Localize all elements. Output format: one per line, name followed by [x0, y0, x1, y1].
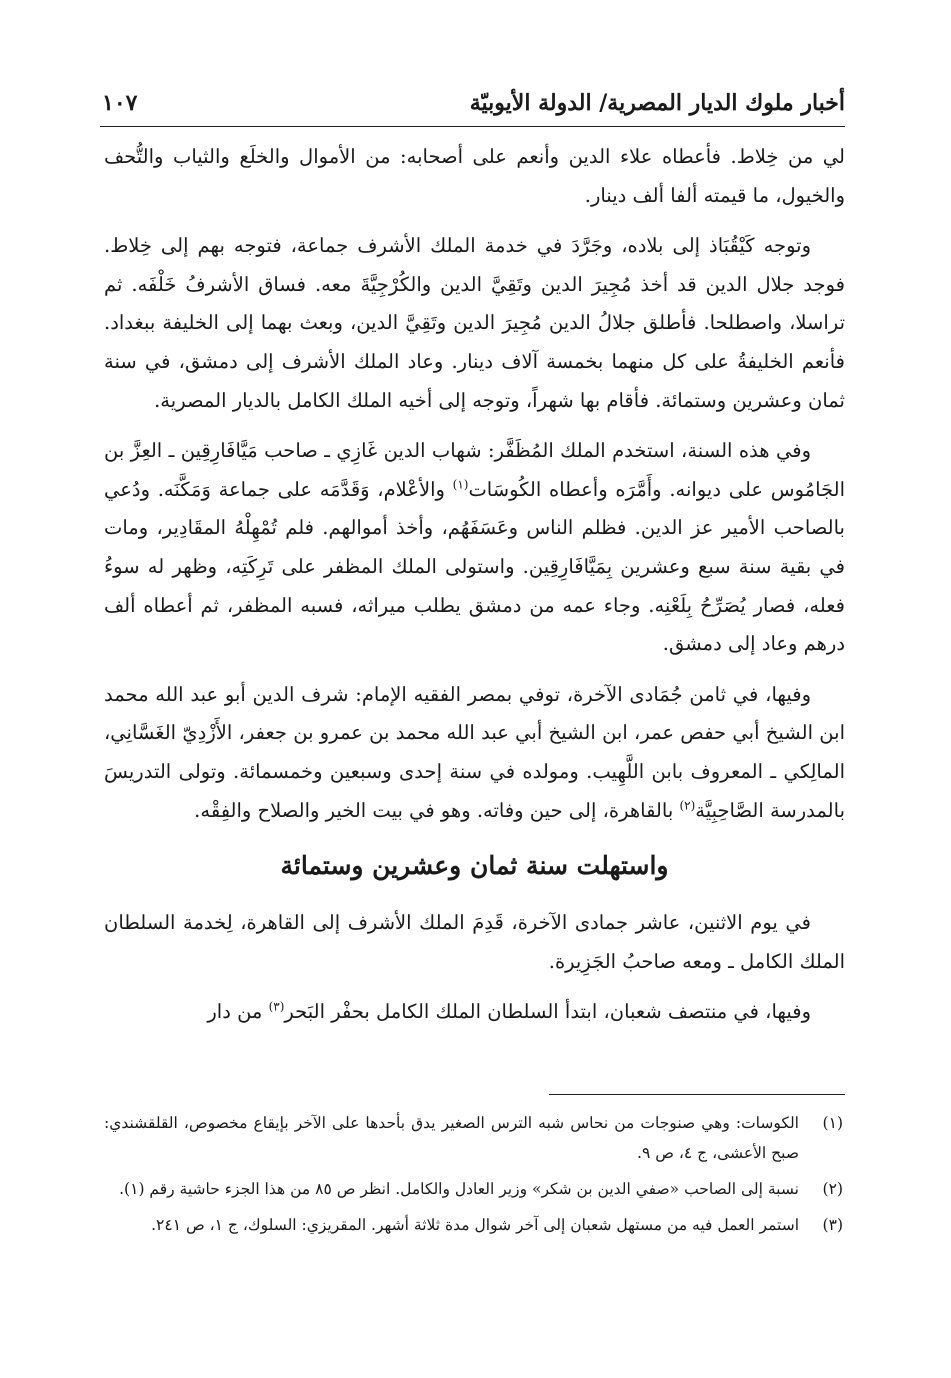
- footnote-text: الكوسات: وهي صنوجات من نحاس شبه الترس الصغير يدق بأحدها على الآخر بإيقاع مخصوص، القلقشندي: صبح الأعشى، ج ٤، ص ٩.: [104, 1114, 799, 1162]
- footnote-divider: [549, 1094, 845, 1095]
- running-header: [100, 84, 845, 127]
- footnote-number: (١): [822, 1114, 843, 1132]
- footnote-text: نسبة إلى الصاحب «صفي الدين بن شكر» وزير العادل والكامل. انظر ص ٨٥ من هذا الجزء حاشية رقم (١).: [119, 1180, 799, 1198]
- paragraph-4-text-a: وفيها، في ثامن جُمَادى الآخرة، توفي بمصر الفقيه الإمام: شرف الدين أبو عبد الله محمد ابن الشيخ أبي حفص عمر، ابن الشيخ أبي عبد الله محمد بن عمرو بن جعفر، الأَزْدِيّ الغَسَّانِي، المالِكي ـ المعروف بابن اللَّهِيب. ومولده في سنة إحدى وسبعين وخمسمائة. وتولى التدريسَ بالمدرسة الصَّاحِبِيَّة: [104, 682, 845, 822]
- footnote: [104, 1174, 845, 1204]
- paragraph-3-text-b: والأعْلام، وَقَدَّمَه على جماعة وَمَكَّنَه. ودُعي بالصاحب الأمير عز الدين. فظلم الناس وعَسَفَهُم، وأخذ أموالهم. فلم تُمْهِلْهُ المقَادِير، ومات في بقية سنة سبع وعشرين بِمَيَّافَارِقِين. واستولى الملك المظفر على تَرِكَتِه، وظهر له سوءُ فعله، فصار يُصَرِّحُ بِلَعْنِه. وجاء عمه من دمشق يطلب ميراثه، فسبه المظفر، ثم أعطاه ألف درهم وعاد إلى دمشق.: [104, 477, 845, 656]
- section-heading: واستهلت سنة ثمان وعشرين وستمائة: [280, 851, 669, 881]
- paragraph-6-text-b: من دار: [207, 1000, 269, 1024]
- paragraph-4-text-b: بالقاهرة، إلى حين وفاته. وهو في بيت الخير والصلاح والفِقْه.: [194, 798, 680, 822]
- paragraph-3: [104, 432, 845, 664]
- footnote-number: (٣): [822, 1216, 843, 1234]
- running-title: أخبار ملوك الديار المصرية/ الدولة الأيوبيّة: [469, 90, 845, 116]
- footnote: [104, 1108, 845, 1168]
- main-text: [104, 138, 845, 1044]
- footnote-number: (٢): [822, 1180, 843, 1198]
- paragraph-4: [104, 676, 845, 830]
- footnote-text: استمر العمل فيه من مستهل شعبان إلى آخر شوال مدة ثلاثة أشهر. المقريزي: السلوك، ج ١، ص ٢٤١.: [151, 1216, 799, 1234]
- paragraph-5: في يوم الاثنين، عاشر جمادى الآخرة، قَدِمَ الملك الأشرف إلى القاهرة، لِخدمة السلطان الملك الكامل ـ ومعه صاحبُ الجَزِيرة.: [104, 911, 845, 973]
- page-number: ١٠٧: [102, 90, 138, 116]
- footnote: [104, 1210, 845, 1240]
- paragraph-2: وتوجه كَيْقُبَاذ إلى بلاده، وجَرَّدَ في خدمة الملك الأشرف جماعة، فتوجه بهم إلى خِلاط. فوجد جلال الدين قد أخذ مُجِيرَ الدين وتَقِيَّ الدين والكُرْجِيَّةَ معه. فساق الأشرفُ خَلْفَه. ثم تراسلا، واصطلحا. فأطلق جلالُ الدين مُجِيرَ الدين وتَقِيَّ الدين، وبعث بهما إلى الخليفة ببغداد. فأنعم الخليفةُ على كل منهما بخمسة آلاف دينار. وعاد الملك الأشرف إلى دمشق، في سنة ثمان وعشرين وستمائة. فأقام بها شهراً، وتوجه إلى أخيه الملك الكامل بالديار المصرية.: [104, 234, 845, 412]
- paragraph-6: [104, 993, 845, 1032]
- paragraph-3-text-a: وفي هذه السنة، استخدم الملك المُظَفَّر: شهاب الدين غَازِي ـ صاحب مَيَّافَارِقِين ـ العِزَّ بن الجَامُوس على ديوانه. وأَمَّرَه وأعطاه الكُوسَات: [104, 439, 845, 501]
- footnote-ref-3: (٣): [268, 999, 285, 1014]
- paragraph-1: لي من خِلاط. فأعطاه علاء الدين وأنعم على أصحابه: من الأموال والخلَع والثياب والتُّحف والخيول، ما قيمته ألفا ألف دينار.: [104, 145, 845, 207]
- footnote-ref-2: (٢): [679, 798, 696, 812]
- paragraph-6-text-a: وفيها، في منتصف شعبان، ابتدأ السلطان الملك الكامل بحفْر البَحر: [284, 1000, 811, 1024]
- footnotes: [104, 1108, 845, 1246]
- footnote-ref-1: (١): [452, 477, 469, 492]
